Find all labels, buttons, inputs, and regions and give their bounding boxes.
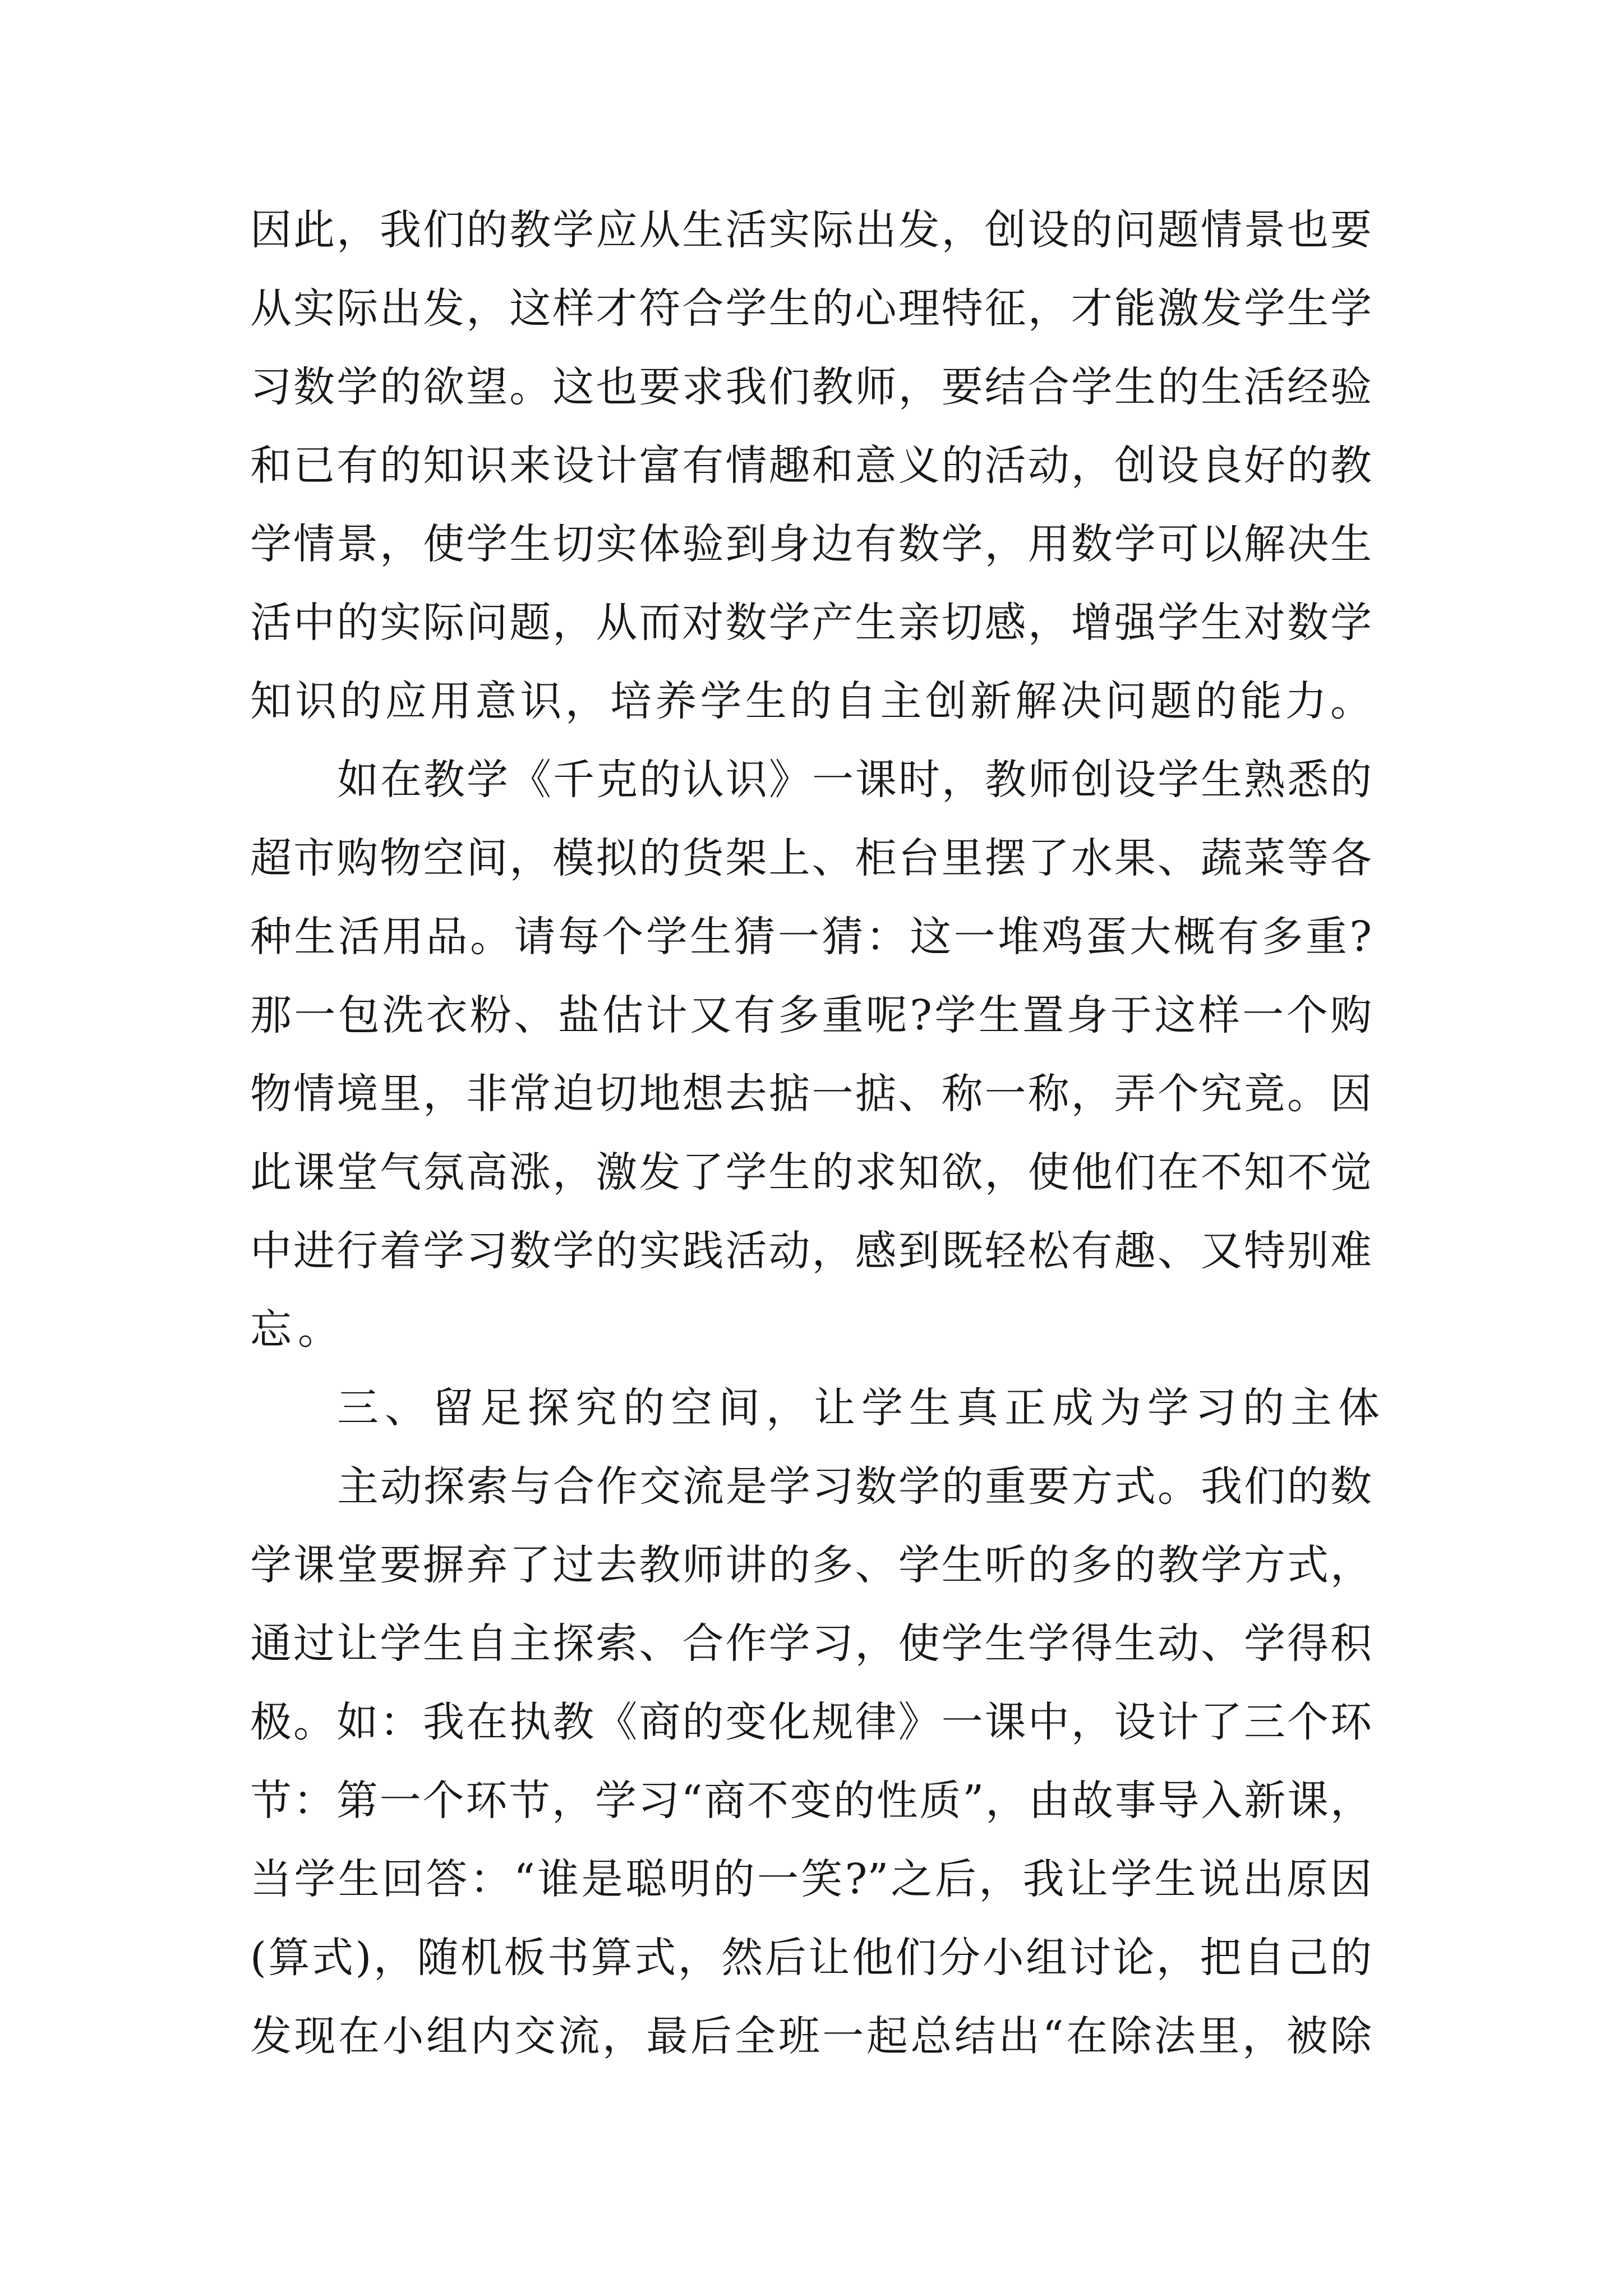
text-line: 忘。 xyxy=(250,1305,345,1354)
text-line: 通过让学生自主探索、合作学习，使学生学得生动、学得积 xyxy=(250,1619,1372,1668)
text-line: 那一包洗衣粉、盐估计又有多重呢?学生置身于这样一个购 xyxy=(250,991,1372,1039)
text-line: 此课堂气氛高涨，激发了学生的求知欲，使他们在不知不觉 xyxy=(250,1148,1372,1197)
text-line: 当学生回答：“谁是聪明的一笑?”之后，我让学生说出原因 xyxy=(250,1855,1372,1903)
text-line: 从实际出发，这样才符合学生的心理特征，才能激发学生学 xyxy=(250,284,1372,333)
text-line: 中进行着学习数学的实践活动，感到既轻松有趣、又特别难 xyxy=(250,1227,1372,1275)
text-line: 活中的实际问题，从而对数学产生亲切感，增强学生对数学 xyxy=(250,599,1372,647)
text-line: (算式)，随机板书算式，然后让他们分小组讨论，把自己的 xyxy=(250,1934,1372,1982)
text-line: 主动探索与合作交流是学习数学的重要方式。我们的数 xyxy=(337,1462,1372,1511)
text-line: 和已有的知识来设计富有情趣和意义的活动，创设良好的教 xyxy=(250,441,1372,490)
text-line: 如在教学《千克的认识》一课时，教师创设学生熟悉的 xyxy=(337,756,1372,804)
text-line: 学情景，使学生切实体验到身边有数学，用数学可以解决生 xyxy=(250,520,1372,568)
text-line: 超市购物空间，模拟的货架上、柜台里摆了水果、蔬菜等各 xyxy=(250,834,1372,882)
section-heading: 三、留足探究的空间，让学生真正成为学习的主体 xyxy=(337,1384,1386,1432)
text-line: 种生活用品。请每个学生猜一猜：这一堆鸡蛋大概有多重? xyxy=(250,913,1372,961)
text-line: 发现在小组内交流，最后全班一起总结出“在除法里，被除 xyxy=(250,2012,1372,2060)
text-line: 因此，我们的教学应从生活实际出发，创设的问题情景也要 xyxy=(250,206,1372,254)
text-line: 物情境里，非常迫切地想去掂一掂、称一称，弄个究竟。因 xyxy=(250,1070,1372,1118)
text-line: 学课堂要摒弃了过去教师讲的多、学生听的多的教学方式， xyxy=(250,1541,1372,1589)
text-line: 知识的应用意识，培养学生的自主创新解决问题的能力。 xyxy=(250,677,1372,725)
text-line: 极。如：我在执教《商的变化规律》一课中，设计了三个环 xyxy=(250,1698,1372,1746)
text-line: 习数学的欲望。这也要求我们教师，要结合学生的生活经验 xyxy=(250,363,1372,411)
text-line: 节：第一个环节，学习“商不变的性质”，由故事导入新课， xyxy=(250,1777,1372,1825)
